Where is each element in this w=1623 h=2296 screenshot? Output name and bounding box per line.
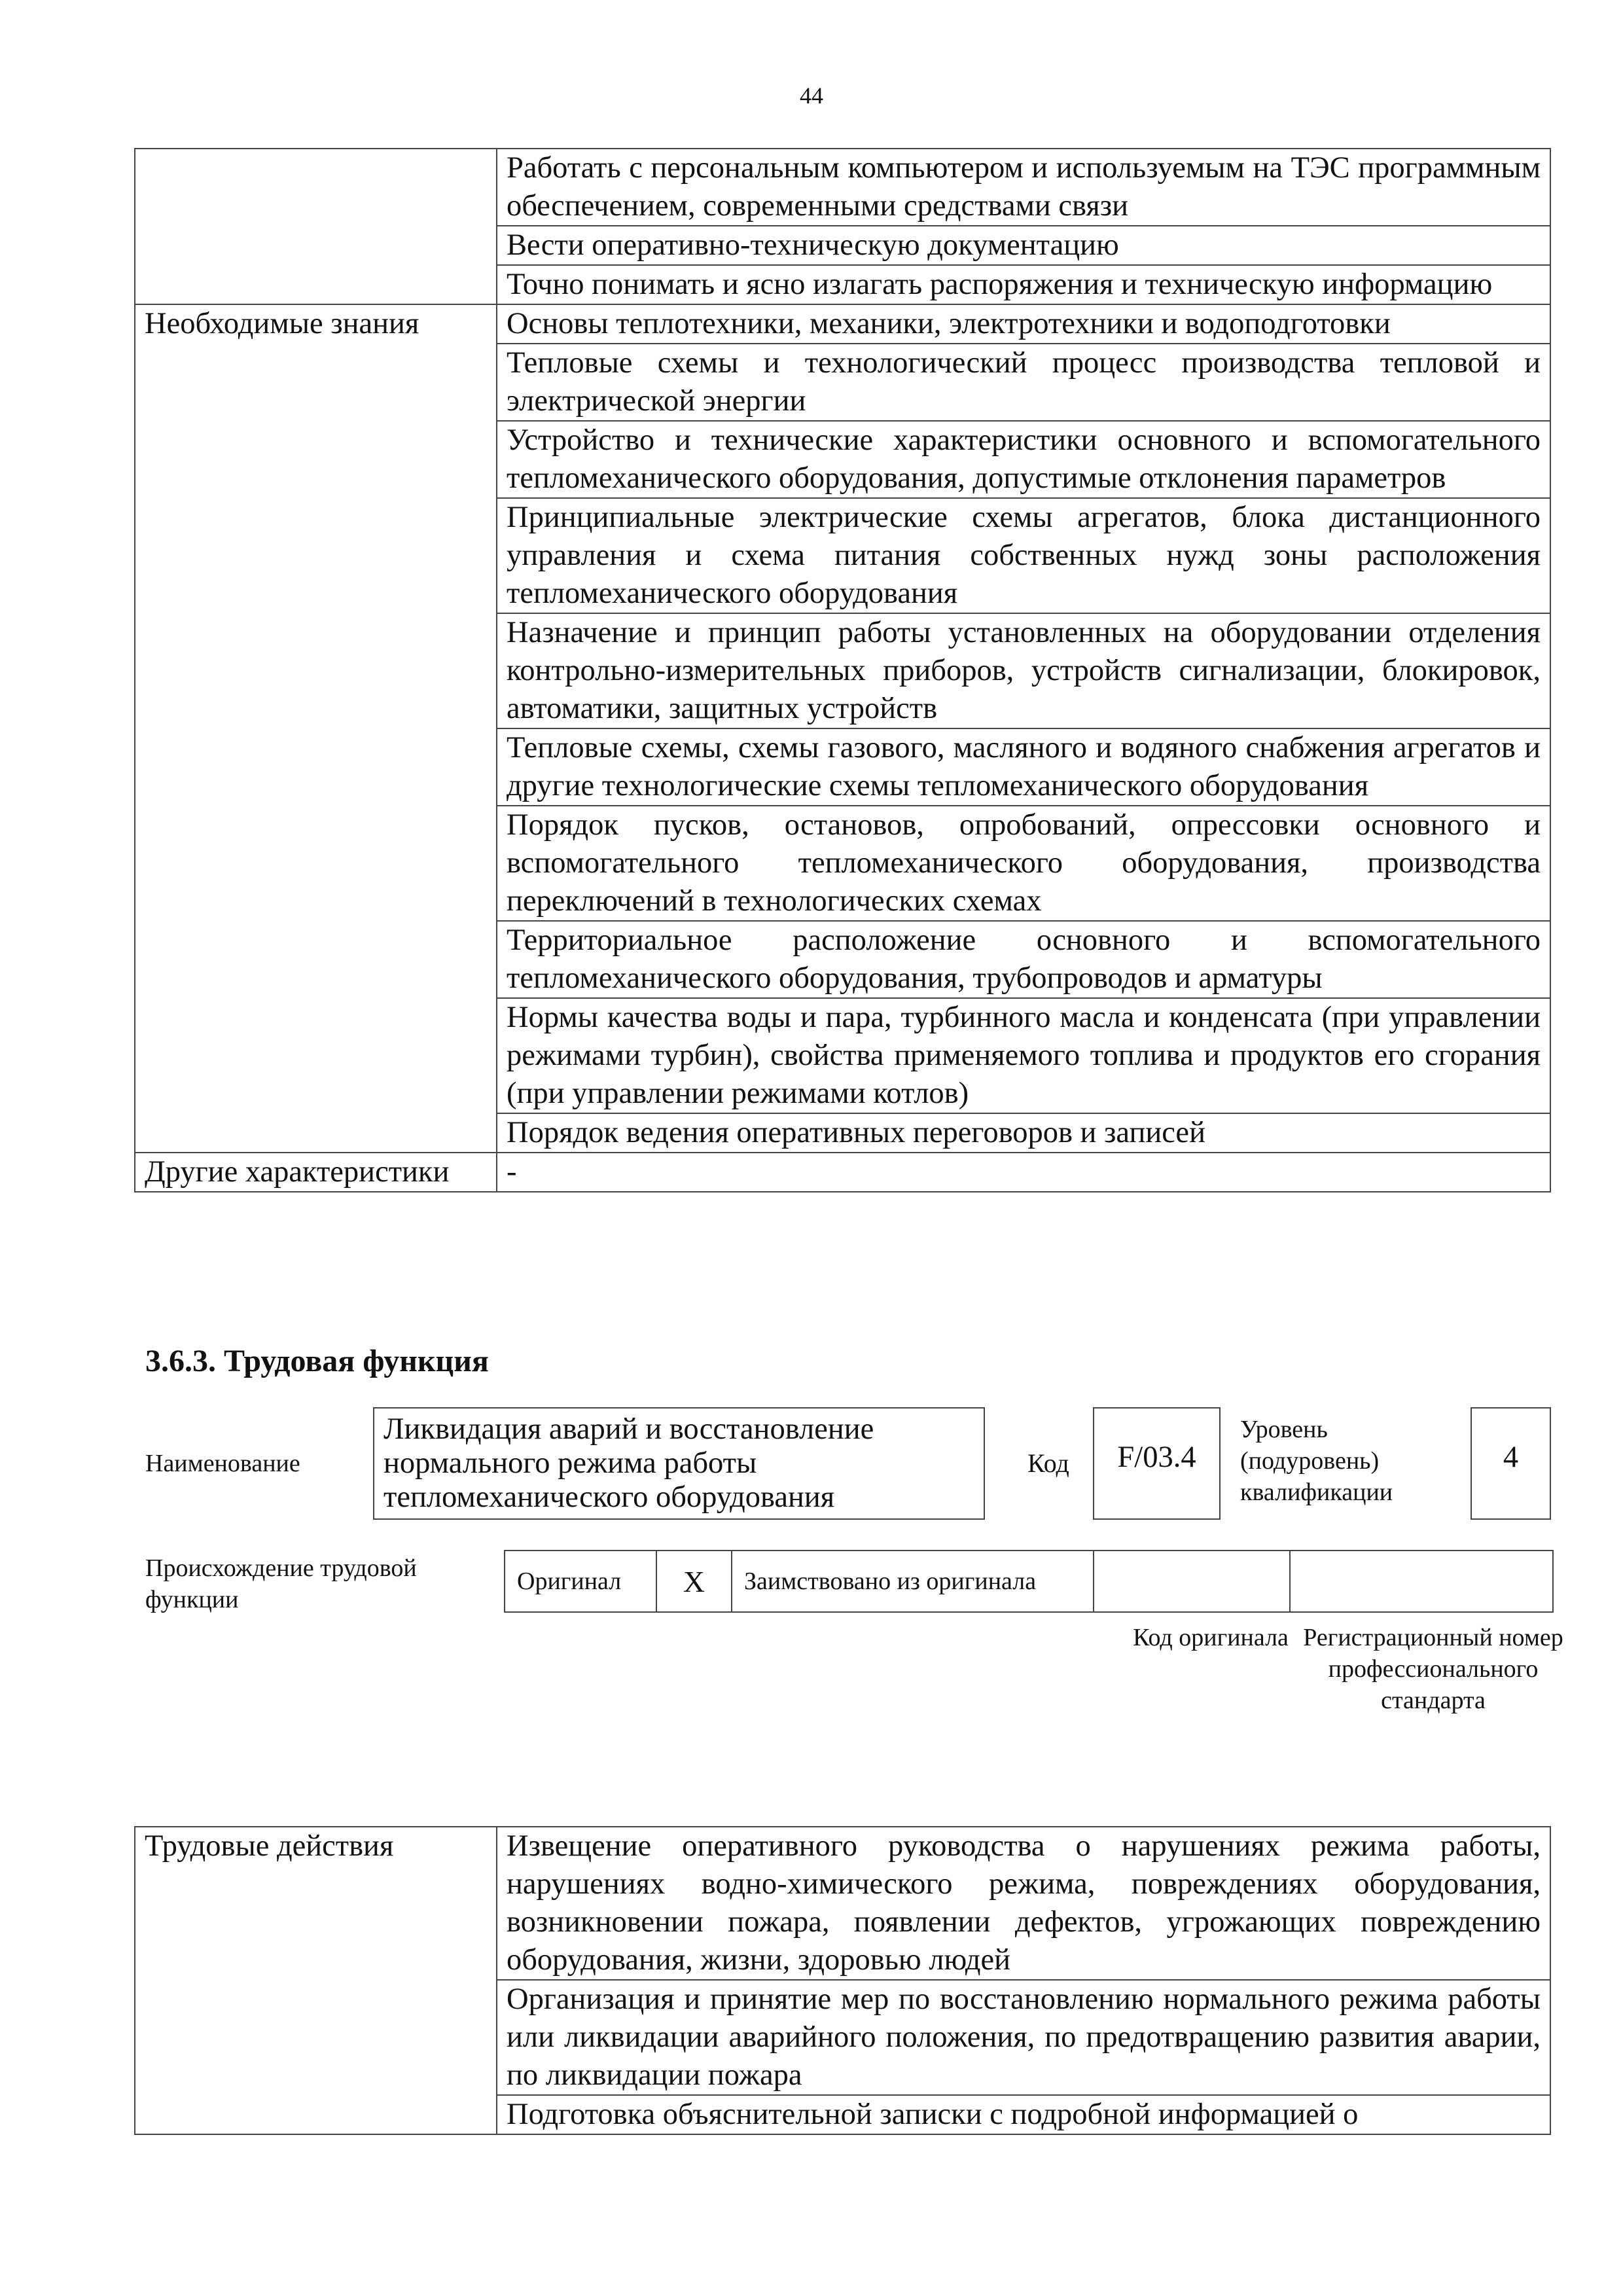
row-header-cell: Другие характеристики — [135, 1153, 497, 1192]
qualification-level-label: Уровень (подуровень) квалификации — [1240, 1416, 1393, 1506]
origin-code-cell — [1094, 1551, 1291, 1611]
row-value-cell: Тепловые схемы, схемы газового, масляного и водяного снабжения агрегатов и другие технологические схемы тепломеханического оборудования — [497, 728, 1550, 806]
row-value-cell: Работать с персональным компьютером и используемым на ТЭС программным обеспечением, современными средствами связи — [497, 149, 1550, 226]
code-label: Код — [1027, 1448, 1069, 1478]
table-row — [135, 304, 1550, 344]
qualification-level-box: 4 — [1471, 1407, 1551, 1520]
row-value-cell: Основы теплотехники, механики, электротехники и водоподготовки — [497, 304, 1550, 344]
origin-original-cell: Оригинал — [505, 1551, 657, 1611]
origin-mark-cell: X — [657, 1551, 732, 1611]
row-value-cell: Точно понимать и ясно излагать распоряжения и техническую информацию — [497, 265, 1550, 304]
name-label: Наименование — [145, 1450, 300, 1477]
section-heading: 3.6.3. Трудовая функция — [145, 1344, 489, 1378]
row-value-cell: Порядок пусков, остановов, опробований, опрессовки основного и вспомогательного тепломеханического оборудования, производства переключений в технологических схемах — [497, 806, 1550, 921]
row-value-cell: Извещение оперативного руководства о нарушениях режима работы, нарушениях водно-химического режима, повреждениях оборудования, возникновении пожара, появлении дефектов, угрожающих повреждению оборудования, жизни, здоровью людей — [497, 1827, 1550, 1980]
row-value-cell: Назначение и принцип работы установленных на оборудовании отделения контрольно-измерительных приборов, устройств сигнализации, блокировок, автоматики, защитных устройств — [497, 613, 1550, 728]
row-header-cell — [135, 149, 497, 304]
competencies-table — [134, 148, 1551, 1193]
origin-reg-cell — [1291, 1551, 1552, 1611]
row-value-cell: Подготовка объяснительной записки с подробной информацией о — [497, 2095, 1550, 2134]
table-row — [135, 149, 1550, 226]
row-value-cell: Порядок ведения оперативных переговоров и записей — [497, 1113, 1550, 1153]
origin-reg-caption: Регистрационный номер профессионального стандарта — [1303, 1624, 1563, 1714]
row-value-cell: - — [497, 1153, 1550, 1192]
function-name-box: Ликвидация аварий и восстановление нормального режима работы тепломеханического оборудования — [373, 1407, 985, 1520]
function-code-box: F/03.4 — [1093, 1407, 1221, 1520]
origin-borrowed-cell: Заимствовано из оригинала — [732, 1551, 1094, 1611]
table-row — [135, 1827, 1550, 1980]
origin-label: Происхождение трудовой функции — [145, 1554, 417, 1613]
row-value-cell: Устройство и технические характеристики основного и вспомогательного тепломеханического оборудования, допустимые отклонения параметров — [497, 421, 1550, 498]
row-value-cell: Тепловые схемы и технологический процесс производства тепловой и электрической энергии — [497, 344, 1550, 421]
origin-code-caption: Код оригинала — [1133, 1624, 1289, 1651]
origin-row — [504, 1550, 1554, 1613]
row-header-cell: Необходимые знания — [135, 304, 497, 1153]
row-header-cell: Трудовые действия — [135, 1827, 497, 2134]
row-value-cell: Организация и принятие мер по восстановлению нормального режима работы или ликвидации аварийного положения, по предотвращению развития аварии, по ликвидации пожара — [497, 1980, 1550, 2095]
page-number: 44 — [800, 82, 823, 109]
row-value-cell: Принципиальные электрические схемы агрегатов, блока дистанционного управления и схема питания собственных нужд зоны расположения тепломеханического оборудования — [497, 498, 1550, 613]
labor-actions-table — [134, 1826, 1551, 2135]
row-value-cell: Нормы качества воды и пара, турбинного масла и конденсата (при управлении режимами турбин), свойства применяемого топлива и продуктов его сгорания (при управлении режимами котлов) — [497, 998, 1550, 1113]
table-row — [135, 1153, 1550, 1192]
row-value-cell: Территориальное расположение основного и вспомогательного тепломеханического оборудования, трубопроводов и арматуры — [497, 921, 1550, 998]
row-value-cell: Вести оперативно-техническую документацию — [497, 226, 1550, 265]
